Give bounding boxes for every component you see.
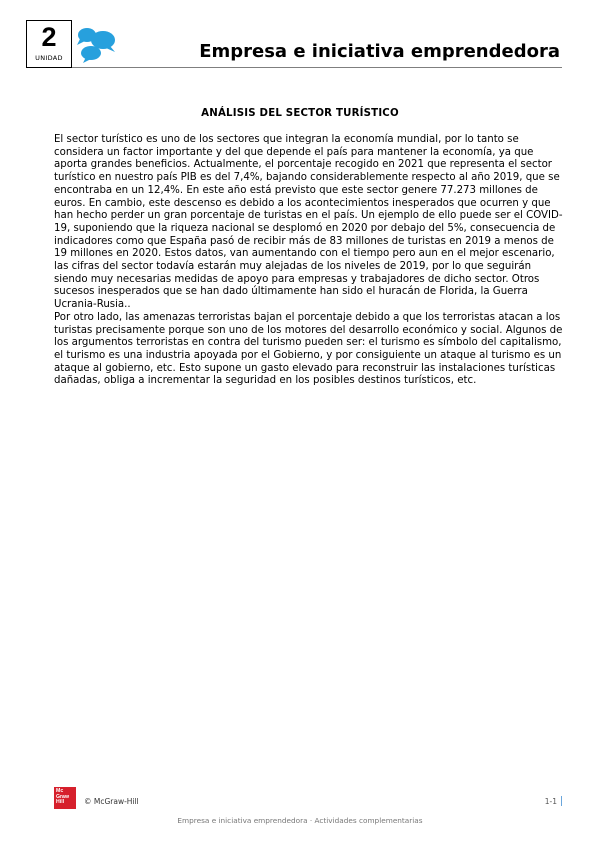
paragraph: El sector turístico es uno de los sectores que integran la economía mundial, por lo tanto se considera un factor importante y del que depende el país para mantener la economía, ya que aporta grandes beneficios. Actualmente, el porcentaje recogido en 2021 que representa el sector turístico en nuestro país PIB es del 7,4%, bajando considerablemente respecto al año 2019, que se encontraba en un 12,4%. En este año está previsto que este sector genere 77.273 millones de euros. En cambio, este descenso es debido a los acontecimientos inesperados que ocurren y que han hecho perder un gran porcentaje de turistas en el país. Un ejemplo de ello puede ser el COVID-19, suponiendo que la riqueza nacional se desplomó en 2020 por debajo del 5%, consecuencia de indicadores como que España pasó de recibir más de 83 millones de turistas en 2019 a menos de 19 millones en 2020. Estos datos, van aumentando con el tiempo pero aun en el mejor escenario, las cifras del sector todavía estarán muy alejadas de los niveles de 2019, por lo que seguirán siendo muy necesarias medidas de apoyo para empresas y trabajadores de dicho sector. Otros sucesos inesperados que se han dado últimamente han sido el huracán de Florida, la Guerra Ucrania-Rusia.. [54, 134, 563, 311]
page-number-text: 1-1 [544, 797, 557, 806]
unit-badge [26, 20, 72, 68]
header-title: Empresa e iniciativa emprendedora [199, 41, 560, 62]
logo-line: Mc [56, 788, 64, 794]
unit-label: UNIDAD [35, 54, 63, 62]
speech-bubbles-icon [74, 24, 118, 64]
document-body [54, 134, 564, 388]
header-divider [72, 67, 562, 68]
logo-line: Graw [56, 793, 69, 800]
footer-caption: Empresa e iniciativa emprendedora · Actividades complementarias [177, 816, 423, 825]
copyright: © McGraw-Hill [84, 797, 139, 806]
document-heading: ANÁLISIS DEL SECTOR TURÍSTICO [201, 108, 399, 119]
unit-number: 2 [41, 22, 57, 52]
paragraph: Por otro lado, las amenazas terroristas bajan el porcentaje debido a que los terroristas atacan a los turistas precisamente porque son uno de los motores del desarrollo económico y social. Algunos de los argumentos terroristas en contra del turismo pueden ser: el turismo es símbolo del capitalismo, el turismo es una industria apoyada por el Gobierno, y por consiguiente un ataque al turismo es un ataque al gobierno, etc. Esto supone un gasto elevado para reconstruir las instalaciones turísticas dañadas, obliga a incrementar la seguridad en los posibles destinos turísticos, etc. [54, 311, 563, 387]
mcgraw-hill-logo [54, 787, 76, 809]
logo-line: Hill [56, 799, 65, 806]
page-number [545, 796, 562, 806]
page-number-bar [561, 796, 562, 806]
